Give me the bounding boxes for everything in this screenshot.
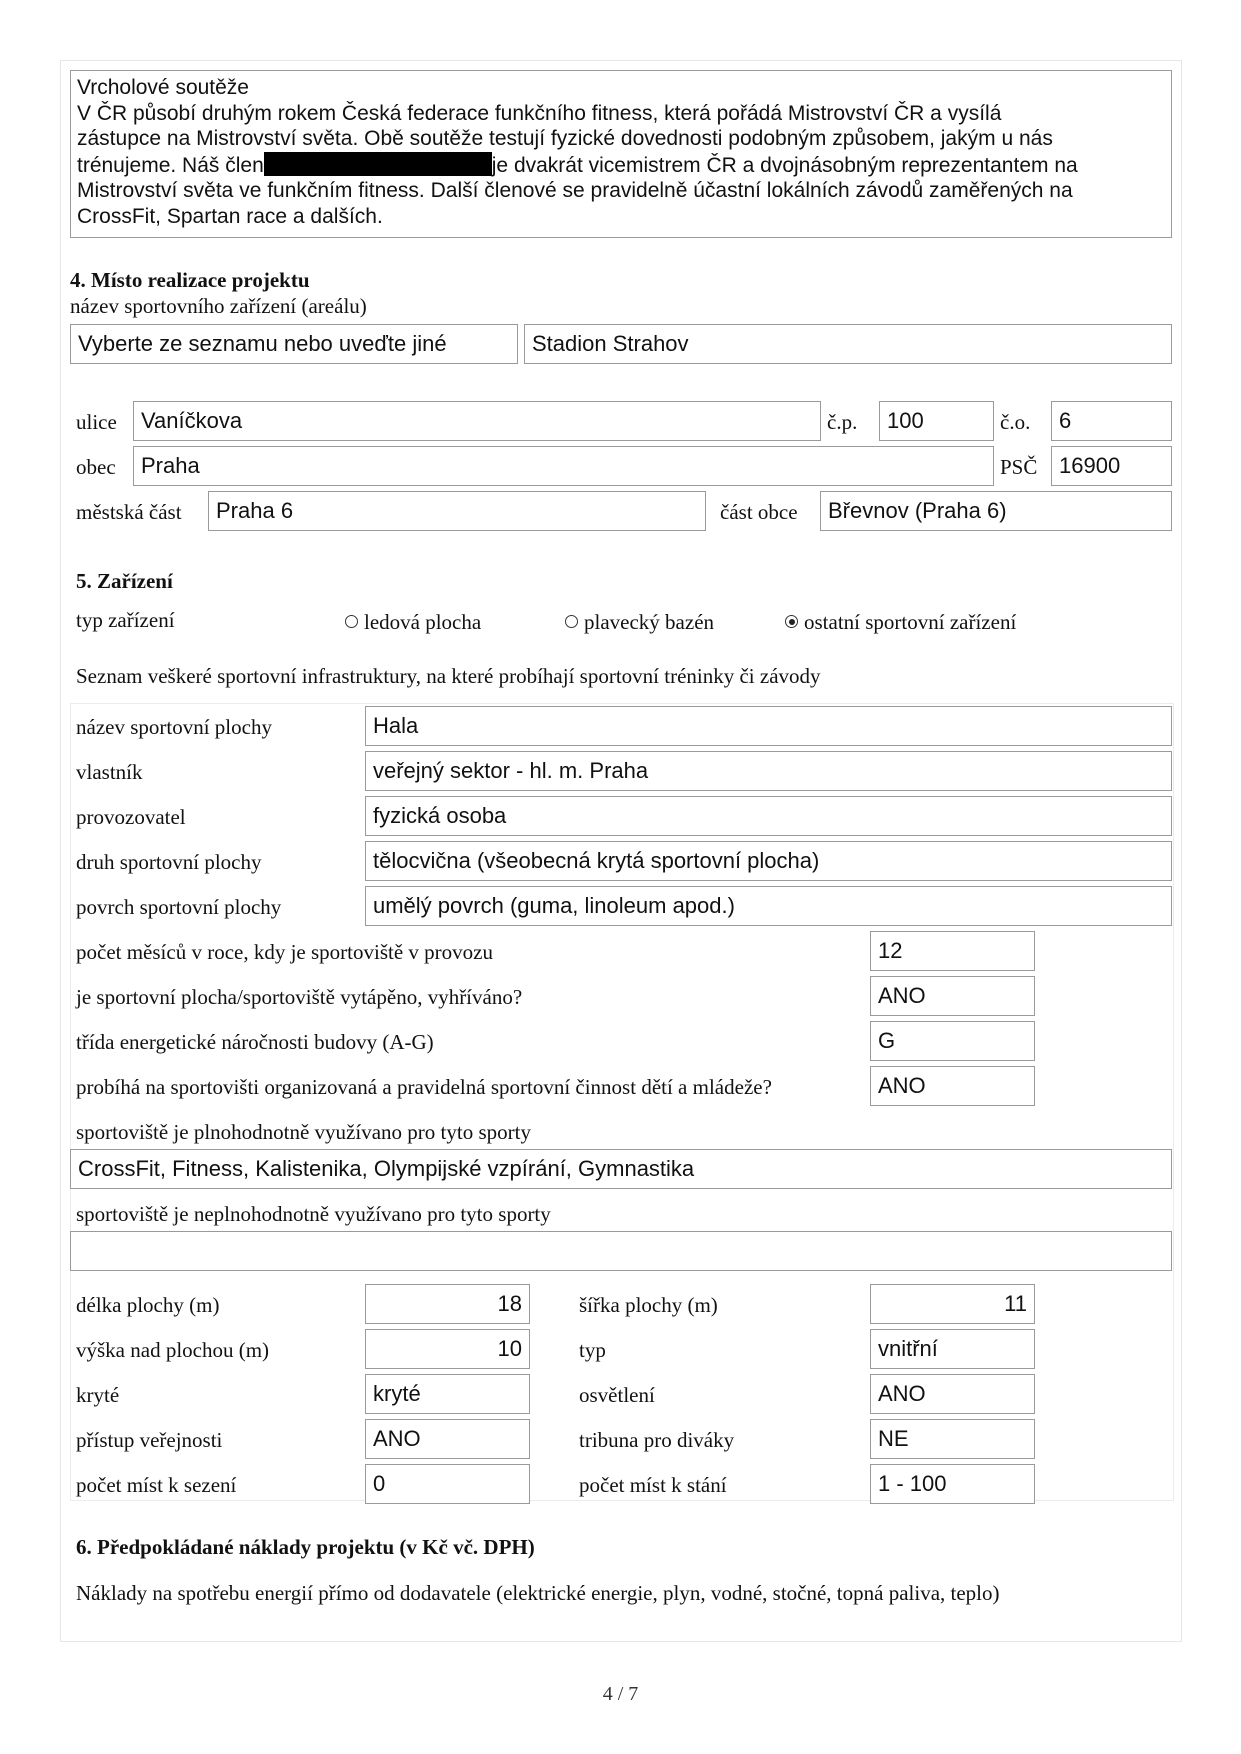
partial-use-sports-field[interactable]: [70, 1231, 1172, 1271]
seats-label: počet míst k sezení: [76, 1473, 237, 1497]
months-in-operation-label: počet měsíců v roce, kdy je sportoviště v provozu: [76, 940, 493, 964]
text-line: Mistrovství světa ve funkčním fitness. Další členové se pravidelně účastní lokálních závodů zaměřených na: [77, 179, 1073, 202]
text-segment: je dvakrát vicemistrem ČR a dvojnásobným reprezentantem na: [491, 153, 1078, 177]
radio-label: ostatní sportovní zařízení: [804, 610, 1017, 634]
facility-name-field[interactable]: Stadion Strahov: [524, 324, 1172, 364]
operator-label: provozovatel: [76, 805, 186, 829]
section-4-subtitle: název sportovního zařízení (areálu): [70, 294, 367, 318]
youth-activity-field[interactable]: ANO: [870, 1066, 1035, 1106]
text-line: Vrcholové soutěže: [77, 76, 249, 99]
radio-empty-icon: [565, 615, 578, 628]
radio-label: plavecký bazén: [584, 610, 715, 634]
psc-label: PSČ: [1000, 455, 1038, 479]
type-field[interactable]: vnitřní: [870, 1329, 1035, 1369]
radio-label: ledová plocha: [364, 610, 482, 634]
owner-label: vlastník: [76, 760, 143, 784]
radio-ice-rink[interactable]: [345, 609, 481, 635]
district-label: městská část: [76, 500, 182, 524]
facility-type-label: typ zařízení: [76, 608, 175, 632]
text-segment: trénujeme. Náš člen: [77, 153, 264, 177]
redaction-bar: [264, 152, 492, 176]
infrastructure-caption: Seznam veškeré sportovní infrastruktury, na které probíhají sportovní tréninky či závody: [76, 664, 821, 688]
lighting-field[interactable]: ANO: [870, 1374, 1035, 1414]
surface-cover-label: povrch sportovní plochy: [76, 895, 282, 919]
heated-field[interactable]: ANO: [870, 976, 1035, 1016]
district-field[interactable]: Praha 6: [208, 491, 706, 531]
type-label: typ: [579, 1338, 606, 1362]
surface-name-field[interactable]: Hala: [365, 706, 1172, 746]
section-4-title: 4. Místo realizace projektu: [70, 268, 310, 292]
grandstand-field[interactable]: NE: [870, 1419, 1035, 1459]
text-line-redacted: [77, 152, 1165, 179]
height-label: výška nad plochou (m): [76, 1338, 270, 1362]
cp-label: č.p.: [827, 410, 858, 434]
covered-label: kryté: [76, 1383, 120, 1407]
heated-label: je sportovní plocha/sportoviště vytápěno, vyhříváno?: [76, 985, 523, 1009]
owner-field[interactable]: veřejný sektor - hl. m. Praha: [365, 751, 1172, 791]
standing-places-label: počet míst k stání: [579, 1473, 727, 1497]
municipality-field[interactable]: Praha: [133, 446, 994, 486]
co-field[interactable]: 6: [1051, 401, 1172, 441]
youth-activity-label: probíhá na sportovišti organizovaná a pravidelná sportovní činnost dětí a mládeže?: [76, 1075, 772, 1099]
standing-places-field[interactable]: 1 - 100: [870, 1464, 1035, 1504]
public-access-label: přístup veřejnosti: [76, 1428, 223, 1452]
top-competitions-textarea[interactable]: [70, 70, 1172, 238]
covered-field[interactable]: kryté: [365, 1374, 530, 1414]
municipality-part-label: část obce: [720, 500, 798, 524]
street-field[interactable]: Vaníčkova: [133, 401, 821, 441]
street-label: ulice: [76, 410, 117, 434]
months-in-operation-field[interactable]: 12: [870, 931, 1035, 971]
width-field[interactable]: 11: [870, 1284, 1035, 1324]
seats-field[interactable]: 0: [365, 1464, 530, 1504]
full-use-sports-label: sportoviště je plnohodnotně využívano pro tyto sporty: [76, 1120, 531, 1144]
facility-select[interactable]: Vyberte ze seznamu nebo uveďte jiné: [70, 324, 518, 364]
height-field[interactable]: 10: [365, 1329, 530, 1369]
section-5-title: 5. Zařízení: [76, 569, 173, 593]
radio-empty-icon: [345, 615, 358, 628]
length-field[interactable]: 18: [365, 1284, 530, 1324]
operator-field[interactable]: fyzická osoba: [365, 796, 1172, 836]
surface-kind-label: druh sportovní plochy: [76, 850, 262, 874]
text-line: zástupce na Mistrovství světa. Obě soutěže testují fyzické dovednosti podobným způsobem, jakým u nás: [77, 127, 1053, 150]
energy-class-field[interactable]: G: [870, 1021, 1035, 1061]
radio-swimming-pool[interactable]: [565, 609, 714, 635]
text-line: CrossFit, Spartan race a dalších.: [77, 204, 383, 228]
grandstand-label: tribuna pro diváky: [579, 1428, 735, 1452]
psc-field[interactable]: 16900: [1051, 446, 1172, 486]
length-label: délka plochy (m): [76, 1293, 220, 1317]
cp-field[interactable]: 100: [879, 401, 994, 441]
municipality-label: obec: [76, 455, 116, 479]
radio-other-facility[interactable]: [785, 609, 1016, 635]
partial-use-sports-label: sportoviště je neplnohodnotně využívano pro tyto sporty: [76, 1202, 551, 1226]
energy-costs-caption: Náklady na spotřebu energií přímo od dodavatele (elektrické energie, plyn, vodné, stočné, topná paliva, teplo): [76, 1581, 1000, 1605]
text-line: V ČR působí druhým rokem Česká federace funkčního fitness, která pořádá Mistrovství ČR a vysílá: [77, 101, 1002, 125]
surface-kind-field[interactable]: tělocvična (všeobecná krytá sportovní plocha): [365, 841, 1172, 881]
lighting-label: osvětlení: [579, 1383, 655, 1407]
section-6-title: 6. Předpokládané náklady projektu (v Kč vč. DPH): [76, 1535, 535, 1559]
width-label: šířka plochy (m): [579, 1293, 718, 1317]
public-access-field[interactable]: ANO: [365, 1419, 530, 1459]
surface-cover-field[interactable]: umělý povrch (guma, linoleum apod.): [365, 886, 1172, 926]
page-number: 4 / 7: [602, 1683, 639, 1705]
co-label: č.o.: [1000, 410, 1031, 434]
municipality-part-field[interactable]: Břevnov (Praha 6): [820, 491, 1172, 531]
surface-name-label: název sportovní plochy: [76, 715, 272, 739]
full-use-sports-field[interactable]: CrossFit, Fitness, Kalistenika, Olympijské vzpírání, Gymnastika: [70, 1149, 1172, 1189]
radio-selected-icon: [785, 615, 798, 628]
energy-class-label: třída energetické náročnosti budovy (A-G): [76, 1030, 434, 1054]
